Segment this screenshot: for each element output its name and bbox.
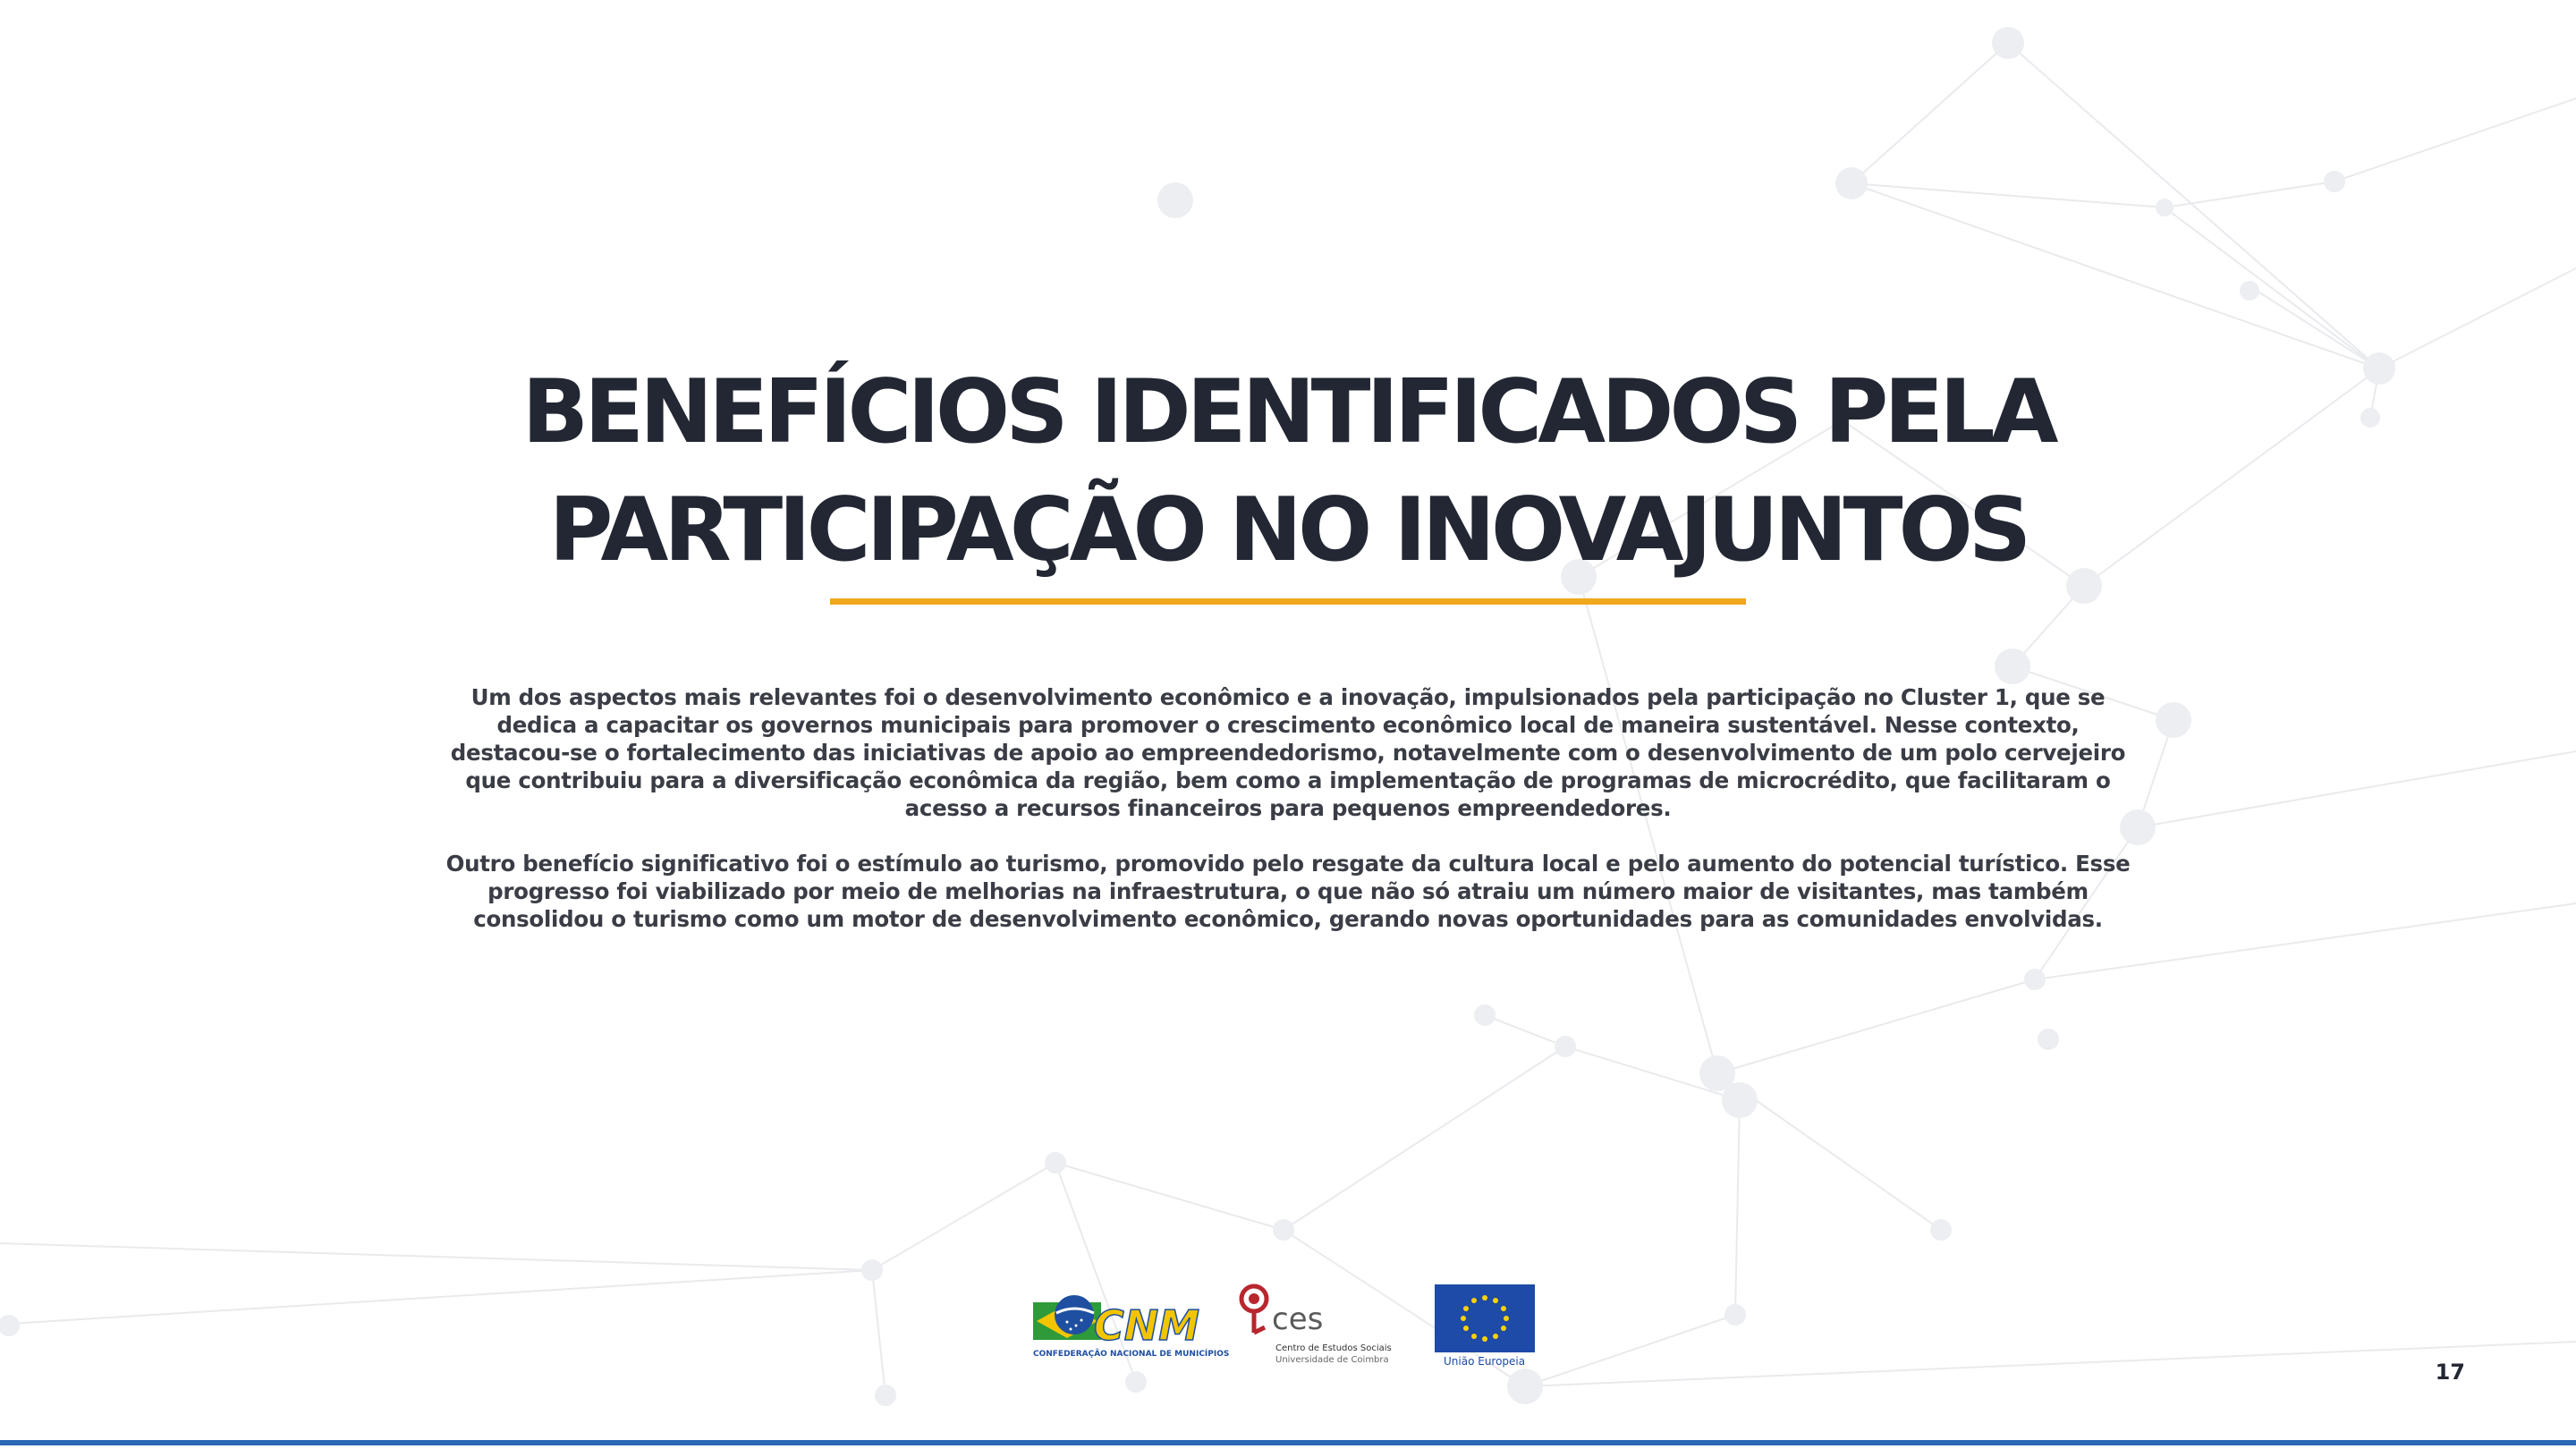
- eu-caption: União Europeia: [1444, 1355, 1526, 1368]
- ces-logo: [1234, 1279, 1395, 1368]
- body-text: [438, 683, 2138, 961]
- slide-title-line-1: BENEFÍCIOS IDENTIFICADOS PELA: [521, 361, 2055, 463]
- cnm-wordmark: CNM: [1094, 1301, 1200, 1350]
- slide-title-line-2: PARTICIPAÇÃO NO INOVAJUNTOS: [548, 479, 2028, 581]
- paragraph-economic-development: Um dos aspectos mais relevantes foi o desenvolvimento econômico e a inovação, impulsionados pela participação no Cluster 1, que se dedica a capacitar os governos municipais para promover o crescimento econômico local de maneira sustentável. Nesse contexto, destacou-se o fortalecimento das iniciativas de apoio ao empreendedorismo, notavelmente com o desenvolvimento de um polo cervejeiro que contribuiu para a diversificação econômica da região, bem como a implementação de programas de microcrédito, que facilitaram o acesso a recursos financeiros para pequenos empreendedores.: [450, 684, 2126, 821]
- cnm-logo: [1031, 1293, 1230, 1365]
- paragraph-tourism: Outro benefício significativo foi o estímulo ao turismo, promovido pelo resgate da cultura local e pelo aumento do potencial turístico. Esse progresso foi viabilizado por meio de melhorias na infraestrutura, o que não só atraiu um número maior de visitantes, mas também consolidou o turismo como um motor de desenvolvimento econômico, gerando novas oportunidades para as comunidades envolvidas.: [445, 851, 2131, 932]
- partner-logos: [1029, 1279, 1547, 1368]
- title-underline: [830, 598, 1746, 605]
- page-number: 17: [2435, 1360, 2465, 1385]
- ces-line-1: Centro de Estudos Sociais: [1275, 1343, 1392, 1353]
- ces-wordmark: ces: [1272, 1301, 1324, 1337]
- bottom-bar: [0, 1440, 2576, 1445]
- slide-title: [394, 353, 2182, 589]
- cnm-caption: CONFEDERAÇÃO NACIONAL DE MUNICÍPIOS: [1033, 1350, 1230, 1359]
- eu-logo: [1431, 1283, 1538, 1368]
- ces-line-2: Universidade de Coimbra: [1275, 1355, 1389, 1365]
